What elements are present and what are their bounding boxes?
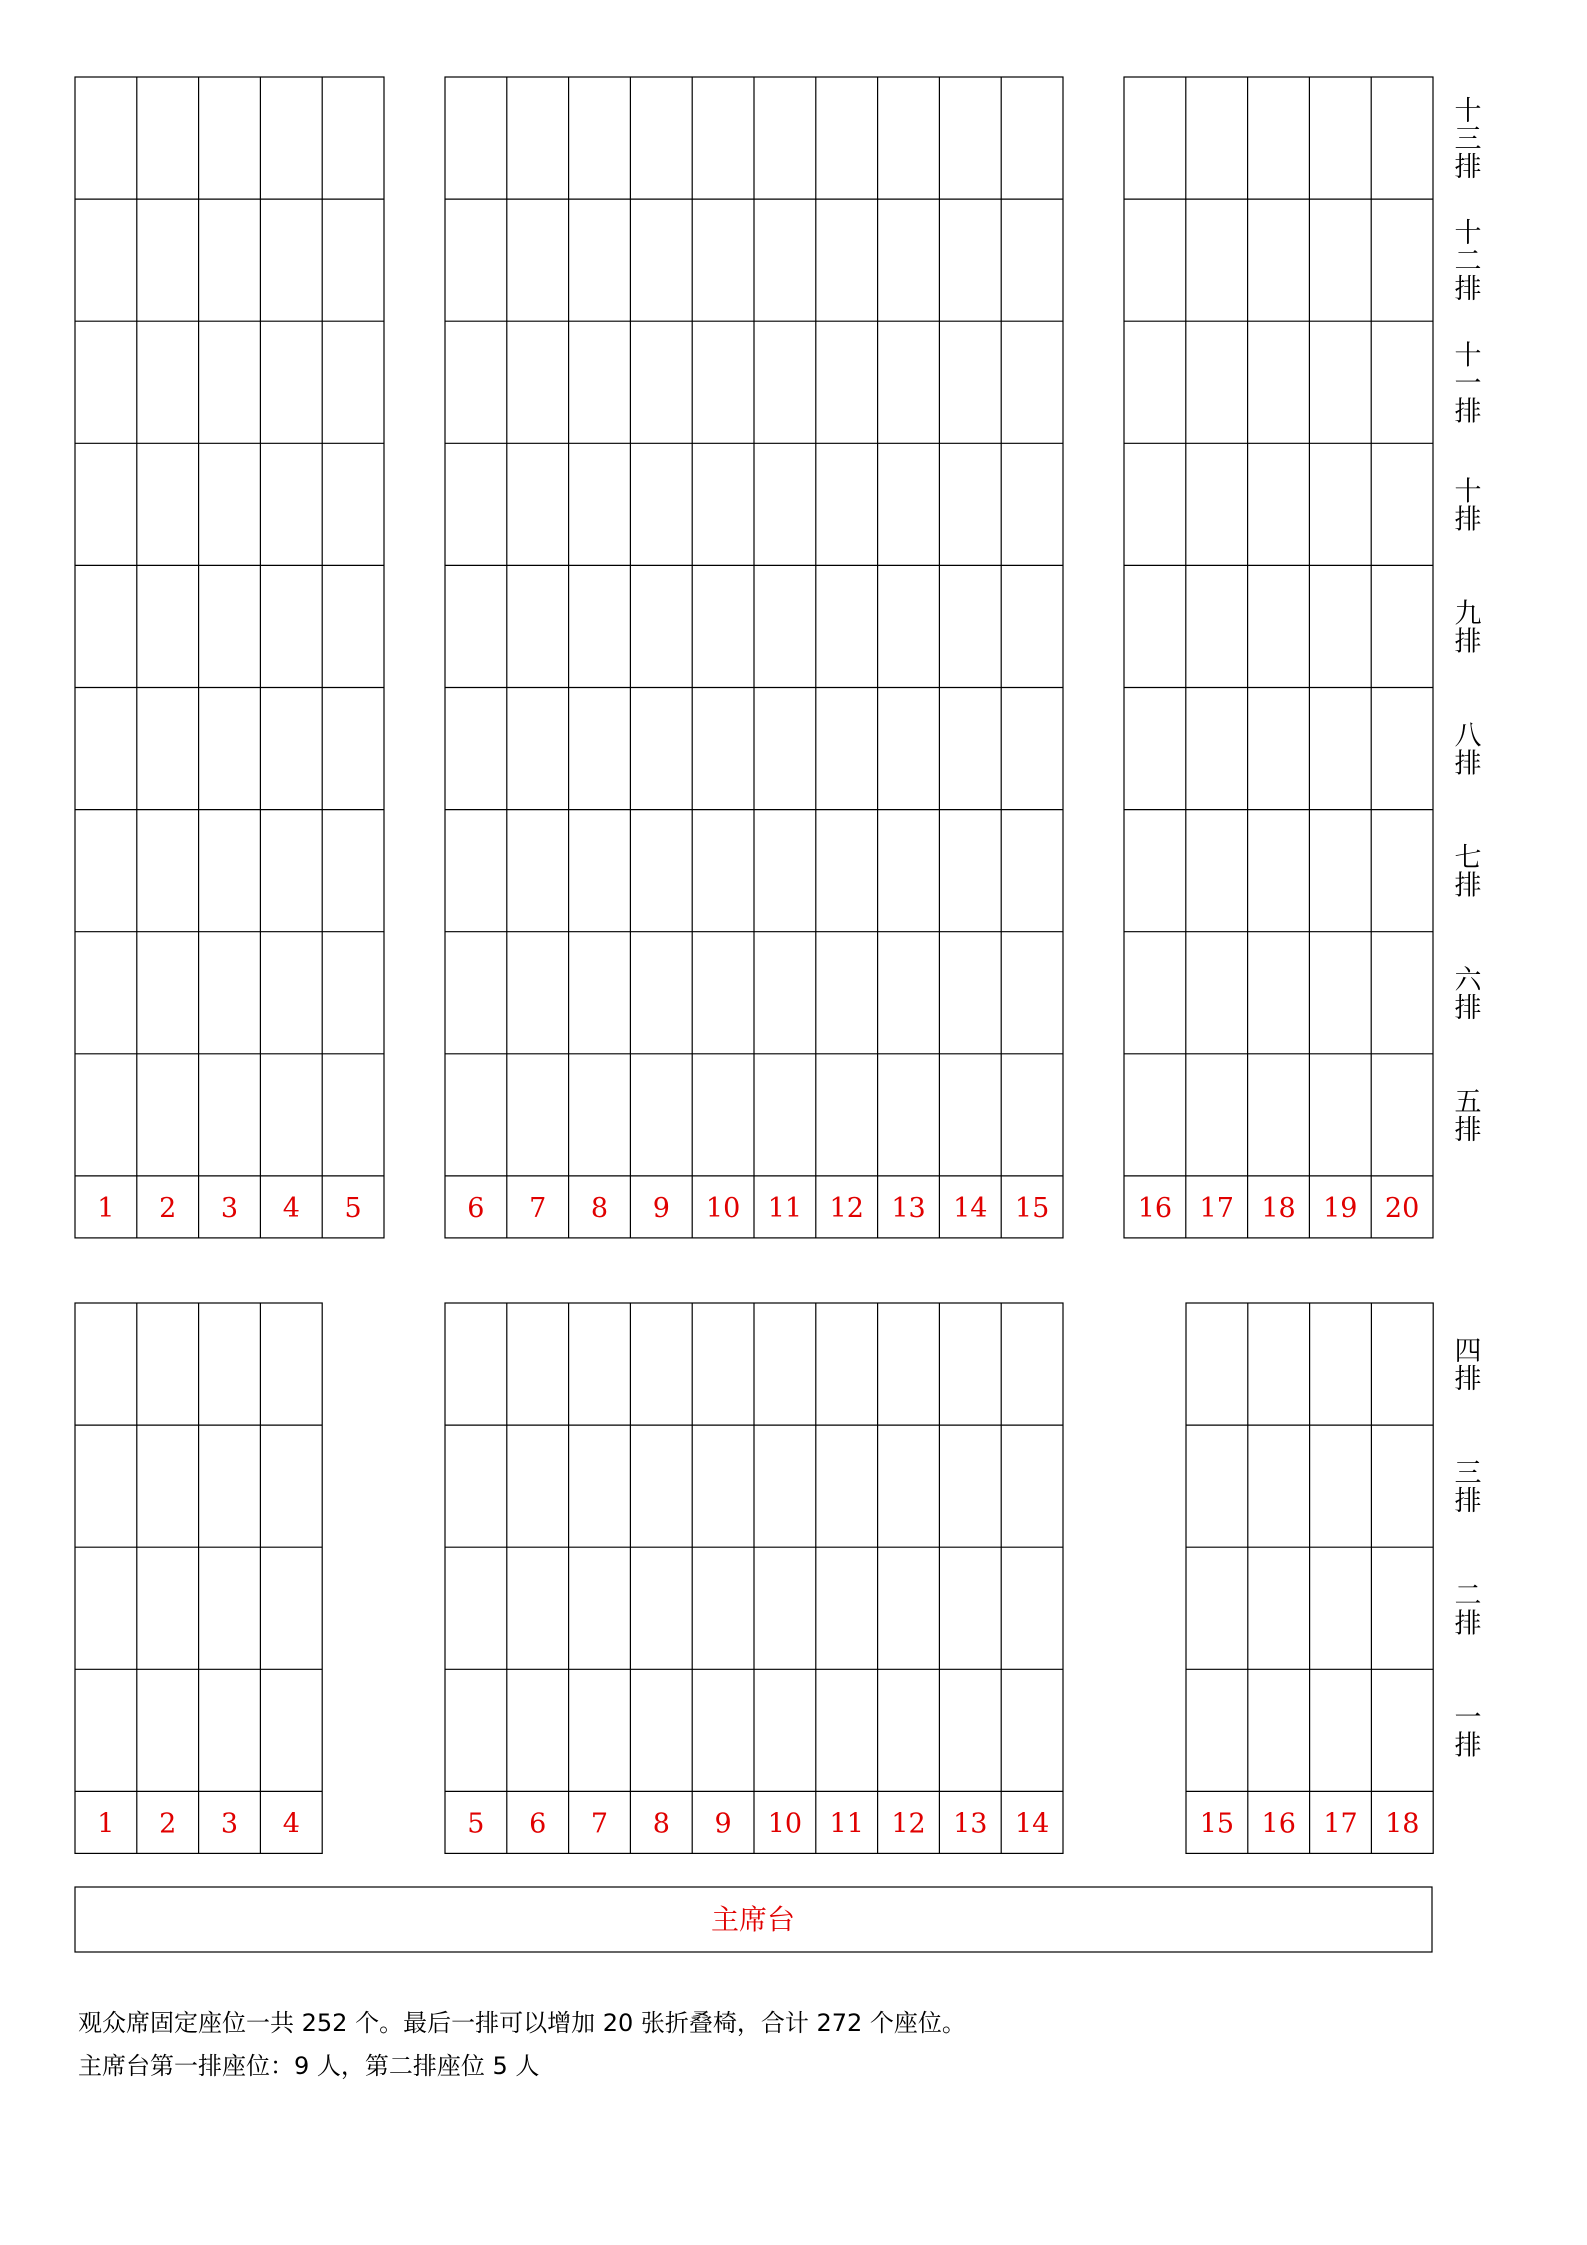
seat-number: 17 — [1199, 1192, 1234, 1224]
row-label: 排 — [1454, 1114, 1482, 1146]
row-label: 排 — [1454, 870, 1482, 902]
row-label: 七 — [1454, 842, 1482, 874]
seat-number: 18 — [1385, 1808, 1420, 1840]
seat-number: 19 — [1323, 1192, 1358, 1224]
seat-number: 14 — [1014, 1808, 1050, 1840]
seat-number: 11 — [767, 1192, 803, 1224]
seat-number: 2 — [159, 1808, 177, 1840]
row-label: 排 — [1454, 626, 1482, 658]
seat-number: 16 — [1261, 1808, 1296, 1840]
seat-total-note: 观众席固定座位一共 252 个。最后一排可以增加 20 张折叠椅，合计 272 个座位。 — [78, 2009, 966, 2037]
row-label: 排 — [1454, 152, 1482, 184]
row-label: 五 — [1454, 1086, 1482, 1118]
seat-number: 4 — [282, 1808, 300, 1840]
row-label: 排 — [1454, 504, 1482, 536]
seat-number: 13 — [953, 1808, 988, 1840]
upper-block-3-outline — [1124, 77, 1433, 1238]
seat-number: 1 — [97, 1808, 115, 1840]
seat-number: 13 — [891, 1192, 926, 1224]
seat-number: 20 — [1384, 1192, 1420, 1224]
seat-number: 5 — [344, 1192, 362, 1224]
seat-number: 16 — [1137, 1192, 1173, 1224]
row-label: 九 — [1454, 598, 1482, 630]
row-label: 十 — [1454, 476, 1482, 508]
seat-number: 4 — [282, 1192, 300, 1224]
seat-number: 15 — [1014, 1192, 1050, 1224]
seat-number: 12 — [891, 1808, 926, 1840]
row-label: 排 — [1454, 1730, 1482, 1762]
row-label: 四 — [1454, 1336, 1482, 1368]
row-label: 排 — [1454, 274, 1482, 306]
seat-number: 18 — [1261, 1192, 1296, 1224]
seat-number: 3 — [220, 1192, 239, 1224]
seat-number: 17 — [1323, 1808, 1358, 1840]
row-label: 排 — [1454, 1486, 1482, 1518]
seat-number: 12 — [829, 1192, 864, 1224]
row-label: 十 — [1454, 96, 1482, 128]
seat-number: 9 — [714, 1808, 732, 1840]
seat-number: 3 — [220, 1808, 239, 1840]
seat-number: 2 — [159, 1192, 177, 1224]
row-label: 三 — [1454, 124, 1482, 156]
upper-block-1-outline — [75, 77, 384, 1238]
seat-number: 8 — [652, 1808, 670, 1840]
row-label: 排 — [1454, 1608, 1482, 1640]
row-label: 二 — [1454, 1580, 1482, 1612]
seat-number: 10 — [705, 1192, 741, 1224]
row-label: 六 — [1454, 964, 1482, 996]
seat-number: 1 — [97, 1192, 115, 1224]
row-label: 八 — [1454, 720, 1482, 752]
row-label: 三 — [1454, 1458, 1482, 1490]
seat-number: 7 — [529, 1192, 547, 1224]
row-label: 十 — [1454, 340, 1482, 372]
stage-seat-note: 主席台第一排座位：9 人，第二排座位 5 人 — [78, 2052, 540, 2080]
row-label: 排 — [1454, 992, 1482, 1024]
seat-number: 9 — [652, 1192, 670, 1224]
seat-number: 15 — [1199, 1808, 1235, 1840]
row-label: 一 — [1454, 1702, 1482, 1734]
row-label: 一 — [1454, 368, 1482, 400]
row-label: 二 — [1454, 246, 1482, 278]
seat-number: 10 — [767, 1808, 803, 1840]
seat-number: 11 — [829, 1808, 864, 1840]
seat-number: 8 — [590, 1192, 609, 1224]
seat-number: 14 — [953, 1192, 988, 1224]
row-label: 十 — [1454, 218, 1482, 250]
row-label: 排 — [1454, 1364, 1482, 1396]
seat-number: 6 — [529, 1808, 547, 1840]
seat-number: 7 — [590, 1808, 609, 1840]
row-label: 排 — [1454, 396, 1482, 428]
seat-number: 5 — [467, 1808, 485, 1840]
seat-number: 6 — [467, 1192, 485, 1224]
stage-label: 主席台 — [710, 1903, 796, 1936]
row-label: 排 — [1454, 748, 1482, 780]
